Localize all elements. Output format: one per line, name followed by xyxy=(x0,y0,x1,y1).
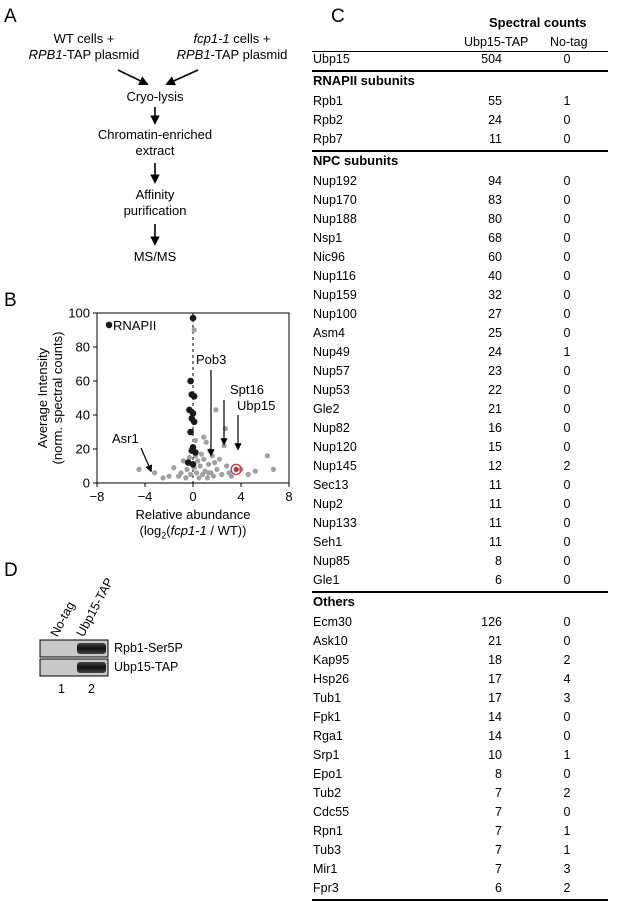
no-tag-count: 0 xyxy=(563,288,571,302)
ubp15-tap-count: 17 xyxy=(488,672,502,686)
no-tag-count: 0 xyxy=(563,113,571,127)
no-tag-count: 1 xyxy=(563,824,571,838)
no-tag-count: 0 xyxy=(563,132,571,146)
no-tag-count: 0 xyxy=(563,231,571,245)
no-tag-count: 3 xyxy=(563,691,571,705)
y-tick-label: 60 xyxy=(75,373,90,389)
ubp15-tap-count: 7 xyxy=(495,805,502,819)
no-tag-count: 0 xyxy=(563,767,571,781)
no-tag-count: 1 xyxy=(563,94,571,108)
ubp15-tap-count: 6 xyxy=(495,573,502,587)
table-row xyxy=(312,231,608,250)
protein-name: Ubp15 xyxy=(313,52,350,66)
table-row xyxy=(312,132,608,151)
table-row xyxy=(312,421,608,440)
no-tag-count: 4 xyxy=(563,672,571,686)
ubp15-tap-count: 17 xyxy=(488,691,502,705)
section-rule xyxy=(312,70,608,72)
table-row xyxy=(312,269,608,288)
no-tag-count: 0 xyxy=(563,516,571,530)
protein-name: Nup82 xyxy=(313,421,350,435)
protein-name: Fpk1 xyxy=(313,710,341,724)
x-tick-label: 4 xyxy=(237,489,245,504)
ubp15-tap-count: 11 xyxy=(489,132,502,146)
step-chromatin-line1: Chromatin-enriched xyxy=(97,127,213,142)
table-row xyxy=(312,767,608,786)
protein-name: Sec13 xyxy=(313,478,349,492)
table-row xyxy=(312,94,608,113)
no-tag-count: 1 xyxy=(563,345,571,359)
ubp15-tap-count: 83 xyxy=(488,193,502,207)
label-spt16: Spt16 xyxy=(230,382,264,397)
ubp15-tap-count: 40 xyxy=(488,269,502,283)
ubp15-tap-count: 14 xyxy=(488,729,502,743)
protein-name: Nup192 xyxy=(313,174,357,188)
ubp15-tap-count: 24 xyxy=(488,345,502,359)
ubp15-tap-count: 126 xyxy=(481,615,502,629)
table-row xyxy=(312,250,608,269)
protein-name: Hsp26 xyxy=(313,672,350,686)
no-tag-count: 0 xyxy=(563,326,571,340)
x-axis-label-line2: $(\log_2(fcp1-1 / WT))$ xyxy=(139,523,247,541)
ubp15-tap-count: 7 xyxy=(495,843,502,857)
label-ubp15: Ubp15 xyxy=(237,398,276,413)
ubp15-tap-count: 25 xyxy=(488,326,502,340)
band-label-ubp15-tap: Ubp15-TAP xyxy=(114,660,179,674)
y-tick-label: 0 xyxy=(82,475,90,491)
table-row xyxy=(312,212,608,231)
no-tag-count: 0 xyxy=(563,250,571,264)
section-rule xyxy=(312,150,608,152)
table-row xyxy=(312,364,608,383)
ubp15-tap-count: 24 xyxy=(488,113,502,127)
table-row xyxy=(312,862,608,881)
table-row xyxy=(312,402,608,421)
no-tag-count: 0 xyxy=(563,710,571,724)
blot-band-2-lane2 xyxy=(77,662,106,673)
protein-name: Tub3 xyxy=(313,843,342,857)
table-row xyxy=(312,691,608,710)
spectral-counts-table xyxy=(312,0,608,895)
ubp15-tap-count: 18 xyxy=(488,653,502,667)
ubp15-tap-count: 504 xyxy=(481,52,502,66)
table-row xyxy=(312,615,608,634)
step-affinity-line2: purification xyxy=(123,203,187,218)
ubp15-tap-count: 27 xyxy=(488,307,502,321)
no-tag-count: 0 xyxy=(563,421,571,435)
ubp15-tap-count: 10 xyxy=(488,748,502,762)
no-tag-count: 0 xyxy=(563,497,571,511)
protein-name: Gle2 xyxy=(313,402,340,416)
protein-name: Nup57 xyxy=(313,364,350,378)
y-axis-label-1: Average Intensity xyxy=(35,347,50,449)
table-row xyxy=(312,672,608,691)
protein-name: Nic96 xyxy=(313,250,345,264)
protein-name: Seh1 xyxy=(313,535,343,549)
table-row xyxy=(312,516,608,535)
section-rule xyxy=(312,591,608,593)
y-tick-label: 40 xyxy=(75,407,90,423)
table-row xyxy=(312,710,608,729)
protein-name: Rpb2 xyxy=(313,113,343,127)
y-tick-label: 20 xyxy=(75,441,90,457)
table-row xyxy=(312,881,608,900)
table-row xyxy=(312,729,608,748)
table-row xyxy=(312,440,608,459)
table-row xyxy=(312,786,608,805)
table-row xyxy=(312,288,608,307)
wt-line2: RPB1-TAP plasmid xyxy=(28,47,140,62)
section-title: RNAPII subunits xyxy=(313,73,415,88)
no-tag-count: 0 xyxy=(563,269,571,283)
ubp15-tap-count: 6 xyxy=(495,881,502,895)
lane-label-ubp15-tap: Ubp15-TAP xyxy=(73,575,117,639)
no-tag-count: 0 xyxy=(563,402,571,416)
ubp15-tap-count: 94 xyxy=(488,174,502,188)
step-chromatin-line2: extract xyxy=(135,143,175,158)
ubp15-tap-count: 22 xyxy=(488,383,502,397)
ubp15-tap-count: 16 xyxy=(488,421,502,435)
no-tag-count: 0 xyxy=(563,52,571,66)
no-tag-count: 2 xyxy=(563,881,571,895)
ubp15-tap-count: 15 xyxy=(488,440,502,454)
protein-name: Tub2 xyxy=(313,786,342,800)
protein-name: Mir1 xyxy=(313,862,338,876)
protein-name: Rpn1 xyxy=(313,824,343,838)
x-tick-label: −4 xyxy=(137,489,153,504)
ubp15-tap-count: 7 xyxy=(495,862,502,876)
protein-name: Srp1 xyxy=(313,748,340,762)
table-row xyxy=(312,824,608,843)
protein-name: Nup188 xyxy=(313,212,357,226)
x-tick-label: 8 xyxy=(285,489,293,504)
no-tag-count: 2 xyxy=(563,459,571,473)
table-row xyxy=(312,383,608,402)
no-tag-count: 2 xyxy=(563,653,571,667)
protein-name: Nsp1 xyxy=(313,231,343,245)
table-row xyxy=(312,52,608,71)
y-axis-label-2: (norm. spectral counts) xyxy=(50,331,65,465)
table-header-spectral-counts: Spectral counts xyxy=(489,15,587,30)
ubp15-tap-count: 12 xyxy=(488,459,502,473)
protein-name: Nup2 xyxy=(313,497,343,511)
ubp15-tap-count: 68 xyxy=(488,231,502,245)
x-axis-label-line1: Relative abundance xyxy=(135,507,251,522)
col-header-ubp15-tap: Ubp15-TAP xyxy=(464,35,529,49)
protein-name: Epo1 xyxy=(313,767,343,781)
no-tag-count: 1 xyxy=(563,748,571,762)
table-row xyxy=(312,307,608,326)
panel-a-label: A xyxy=(4,6,17,27)
label-pob3: Pob3 xyxy=(196,352,227,367)
ubp15-tap-count: 14 xyxy=(488,710,502,724)
table-row xyxy=(312,193,608,212)
table-row xyxy=(312,805,608,824)
no-tag-count: 0 xyxy=(563,174,571,188)
table-row xyxy=(312,573,608,592)
no-tag-count: 0 xyxy=(563,573,571,587)
protein-name: Fpr3 xyxy=(313,881,339,895)
lane-number-1: 1 xyxy=(58,682,65,696)
no-tag-count: 0 xyxy=(563,805,571,819)
ubp15-tap-count: 60 xyxy=(488,250,502,264)
step-cryo-lysis: Cryo-lysis xyxy=(126,89,184,104)
table-row xyxy=(312,113,608,132)
step-affinity-line1: Affinity xyxy=(135,187,175,202)
protein-name: Gle1 xyxy=(313,573,340,587)
fcp-line2: RPB1-TAP plasmid xyxy=(176,47,288,62)
y-tick-label: 100 xyxy=(68,305,90,321)
label-asr1: Asr1 xyxy=(112,431,139,446)
ubp15-tap-count: 8 xyxy=(495,554,502,568)
protein-name: Rpb7 xyxy=(313,132,343,146)
table-row xyxy=(312,535,608,554)
no-tag-count: 2 xyxy=(563,786,571,800)
ubp15-tap-count: 11 xyxy=(489,497,502,511)
ubp15-tap-count: 7 xyxy=(495,786,502,800)
no-tag-count: 0 xyxy=(563,634,571,648)
no-tag-count: 0 xyxy=(563,307,571,321)
protein-name: Ecm30 xyxy=(313,615,352,629)
protein-name: Nup170 xyxy=(313,193,357,207)
panel-c-label: C xyxy=(331,6,345,27)
band-label-rpb1-ser5p: Rpb1-Ser5P xyxy=(114,641,183,655)
label-rnapii: RNAPII xyxy=(113,318,157,333)
protein-name: Ask10 xyxy=(313,634,348,648)
protein-name: Nup53 xyxy=(313,383,350,397)
ubp15-tap-count: 11 xyxy=(489,535,502,549)
ubp15-tap-count: 23 xyxy=(488,364,502,378)
x-tick-label: −8 xyxy=(89,489,105,504)
table-row xyxy=(312,326,608,345)
section-title: Others xyxy=(313,594,355,609)
ubp15-tap-count: 8 xyxy=(495,767,502,781)
no-tag-count: 0 xyxy=(563,193,571,207)
lane-number-2: 2 xyxy=(88,682,95,696)
ubp15-tap-count: 11 xyxy=(489,516,502,530)
blot-band-1-lane2 xyxy=(77,643,106,654)
table-row xyxy=(312,554,608,573)
fcp-line1: fcp1-1 cells + xyxy=(193,31,271,46)
protein-name: Nup145 xyxy=(313,459,357,473)
no-tag-count: 0 xyxy=(563,478,571,492)
table-row xyxy=(312,634,608,653)
protein-name: Nup116 xyxy=(313,269,356,283)
no-tag-count: 0 xyxy=(563,615,571,629)
no-tag-count: 0 xyxy=(563,554,571,568)
table-row xyxy=(312,459,608,478)
ubp15-tap-count: 80 xyxy=(488,212,502,226)
ubp15-tap-count: 11 xyxy=(489,478,502,492)
ubp15-tap-count: 32 xyxy=(488,288,502,302)
protein-name: Asm4 xyxy=(313,326,345,340)
table-row xyxy=(312,478,608,497)
no-tag-count: 0 xyxy=(563,440,571,454)
table-row xyxy=(312,174,608,193)
no-tag-count: 0 xyxy=(563,212,571,226)
ubp15-tap-count: 7 xyxy=(495,824,502,838)
ubp15-tap-count: 21 xyxy=(488,402,502,416)
y-tick-label: 80 xyxy=(75,339,90,355)
protein-name: Nup120 xyxy=(313,440,357,454)
x-tick-label: 0 xyxy=(189,489,197,504)
protein-name: Nup133 xyxy=(313,516,357,530)
ubp15-tap-count: 55 xyxy=(488,94,502,108)
lane-label-no-tag: No-tag xyxy=(47,599,78,639)
ubp15-tap-count: 21 xyxy=(488,634,502,648)
protein-name: Cdc55 xyxy=(313,805,350,819)
protein-name: Rpb1 xyxy=(313,94,343,108)
panel-b-label: B xyxy=(4,290,17,311)
section-title: NPC subunits xyxy=(313,153,399,168)
table-row xyxy=(312,748,608,767)
table-row xyxy=(312,653,608,672)
protein-name: Nup49 xyxy=(313,345,350,359)
table-row xyxy=(312,843,608,862)
protein-name: Tub1 xyxy=(313,691,342,705)
panel-d-label: D xyxy=(4,560,18,581)
table-row xyxy=(312,345,608,364)
protein-name: Kap95 xyxy=(313,653,350,667)
no-tag-count: 0 xyxy=(563,364,571,378)
protein-name: Nup85 xyxy=(313,554,350,568)
no-tag-count: 0 xyxy=(563,729,571,743)
no-tag-count: 1 xyxy=(563,843,571,857)
col-header-no-tag: No-tag xyxy=(550,35,588,49)
no-tag-count: 0 xyxy=(563,535,571,549)
wt-line1: WT cells + xyxy=(53,31,115,46)
protein-name: Rga1 xyxy=(313,729,343,743)
table-row xyxy=(312,497,608,516)
protein-name: Nup159 xyxy=(313,288,357,302)
no-tag-count: 0 xyxy=(563,383,571,397)
step-msms: MS/MS xyxy=(133,249,177,264)
no-tag-count: 3 xyxy=(563,862,571,876)
protein-name: Nup100 xyxy=(313,307,357,321)
